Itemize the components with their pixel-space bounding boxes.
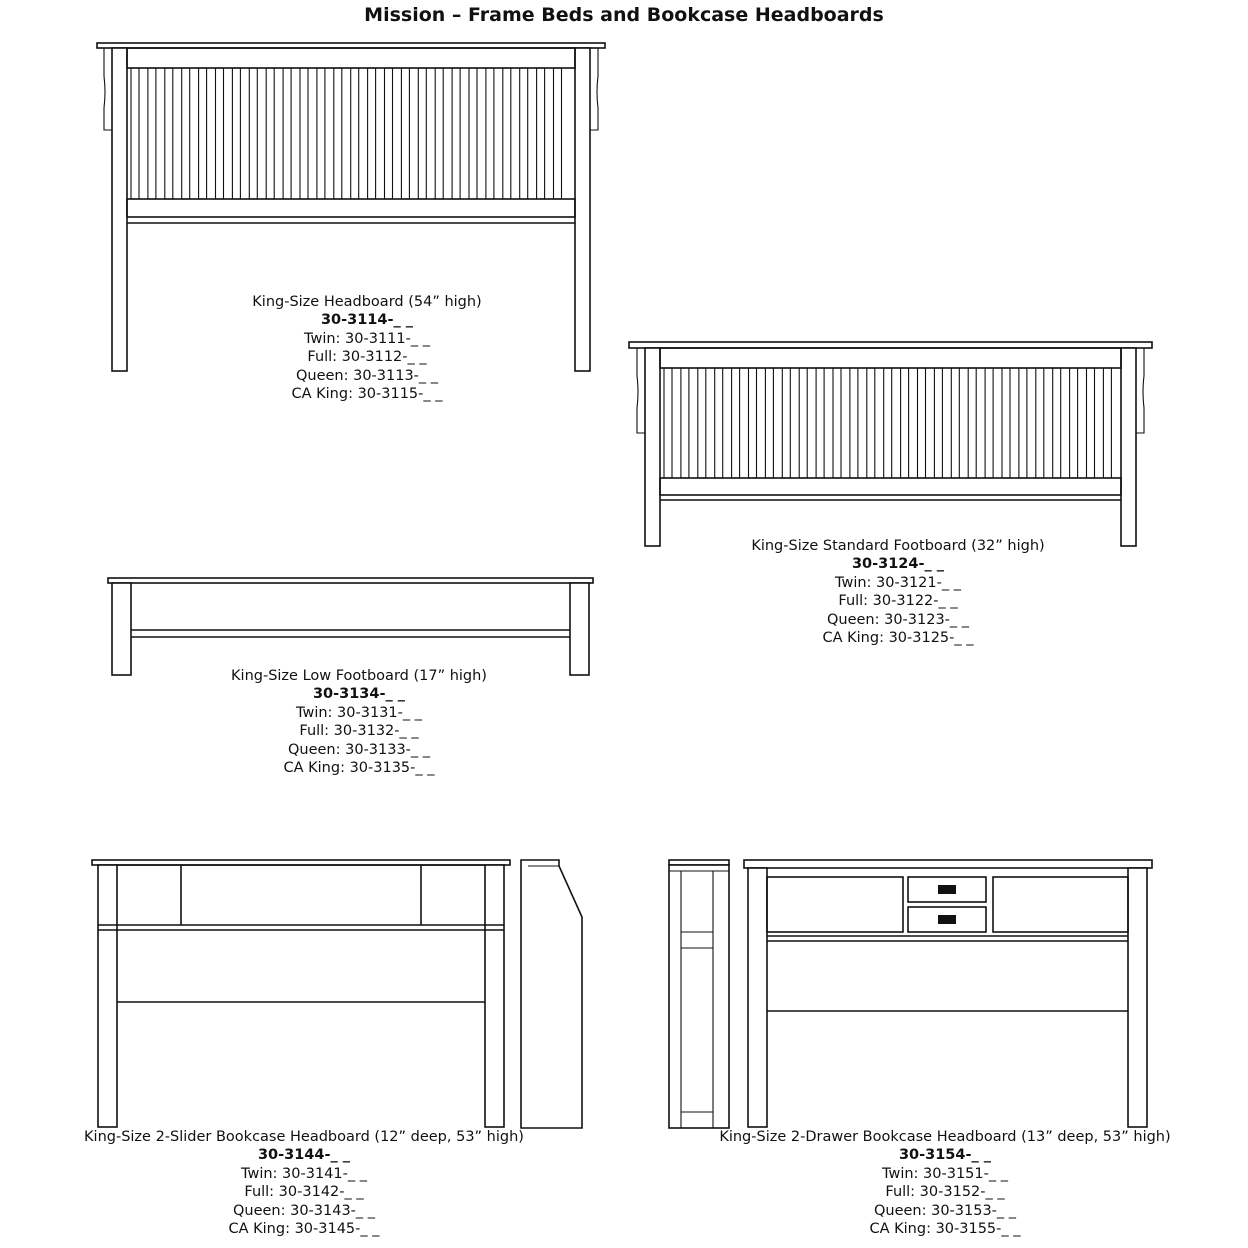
slat [1087, 368, 1095, 478]
slat [951, 368, 959, 478]
slat [368, 68, 376, 199]
slat [833, 368, 841, 478]
twin-number: Twin: 30-3131-_ _ [296, 704, 422, 721]
slat [901, 368, 909, 478]
slat [664, 368, 672, 478]
slat [782, 368, 790, 478]
standard-footboard-drawing [629, 342, 1152, 546]
item-name: King-Size Low Footboard (17” high) [231, 668, 487, 684]
slat [232, 68, 240, 199]
low-footboard-caption [209, 667, 509, 777]
queen-number: Queen: 30-3123-_ _ [826, 611, 970, 628]
slat [1002, 368, 1010, 478]
slat [148, 68, 156, 199]
drawer-bookcase-side-drawing [669, 860, 729, 1128]
slat [681, 368, 689, 478]
slat [182, 68, 190, 199]
item-name: King-Size 2-Drawer Bookcase Headboard (13” deep, 53” high) [719, 1129, 1171, 1145]
slat [1070, 368, 1078, 478]
slat [199, 68, 207, 199]
queen-number: Queen: 30-3113-_ _ [295, 367, 439, 384]
queen-number: Queen: 30-3143-_ _ [232, 1202, 376, 1219]
slat [300, 68, 308, 199]
full-number: Full: 30-3142-_ _ [244, 1184, 364, 1201]
slat [867, 368, 875, 478]
low-footboard-drawing [108, 578, 593, 675]
standard-footboard-caption [728, 537, 1068, 647]
ca-king-number: CA King: 30-3155-_ _ [869, 1221, 1021, 1238]
slat [934, 368, 942, 478]
slat [816, 368, 824, 478]
slat [715, 368, 723, 478]
slat [249, 68, 257, 199]
slat [537, 68, 545, 199]
slat [351, 68, 359, 199]
item-name: King-Size Headboard (54” high) [252, 294, 482, 310]
model-number: 30-3114-_ _ [320, 312, 414, 329]
slat [732, 368, 740, 478]
full-number: Full: 30-3152-_ _ [885, 1184, 1005, 1201]
queen-number: Queen: 30-3133-_ _ [287, 741, 431, 758]
slat [503, 68, 511, 199]
ca-king-number: CA King: 30-3135-_ _ [283, 760, 435, 777]
full-number: Full: 30-3122-_ _ [838, 593, 958, 610]
ca-king-number: CA King: 30-3115-_ _ [291, 386, 443, 403]
slider-bookcase-front-drawing [92, 860, 510, 1127]
slat [698, 368, 706, 478]
drawer-bookcase-caption [715, 1128, 1175, 1238]
slat [165, 68, 173, 199]
twin-number: Twin: 30-3111-_ _ [304, 330, 430, 347]
model-number: 30-3124-_ _ [851, 556, 945, 573]
slat [418, 68, 426, 199]
twin-number: Twin: 30-3121-_ _ [835, 574, 961, 591]
slat [401, 68, 409, 199]
slat [131, 68, 139, 199]
twin-number: Twin: 30-3141-_ _ [241, 1165, 367, 1182]
ca-king-number: CA King: 30-3125-_ _ [822, 630, 974, 647]
slat [1103, 368, 1111, 478]
item-name: King-Size Standard Footboard (32” high) [751, 538, 1045, 554]
headboard-caption [217, 293, 517, 403]
ca-king-number: CA King: 30-3145-_ _ [228, 1221, 380, 1238]
full-number: Full: 30-3132-_ _ [299, 723, 419, 740]
queen-number: Queen: 30-3153-_ _ [873, 1202, 1017, 1219]
slat [765, 368, 773, 478]
slat [1036, 368, 1044, 478]
slat [469, 68, 477, 199]
slat [317, 68, 325, 199]
model-number: 30-3154-_ _ [898, 1147, 992, 1164]
slat [452, 68, 460, 199]
slat [884, 368, 892, 478]
slat [266, 68, 274, 199]
twin-number: Twin: 30-3151-_ _ [882, 1165, 1008, 1182]
slat [1019, 368, 1027, 478]
slider-bookcase-side-drawing [521, 860, 582, 1128]
slider-bookcase-caption [74, 1128, 534, 1238]
drawer-bookcase-front-drawing [744, 860, 1152, 1127]
full-number: Full: 30-3112-_ _ [307, 349, 427, 366]
model-number: 30-3134-_ _ [312, 686, 406, 703]
slat [520, 68, 528, 199]
slat [334, 68, 342, 199]
slat [1053, 368, 1061, 478]
slat [799, 368, 807, 478]
slat [486, 68, 494, 199]
slat [918, 368, 926, 478]
slat [385, 68, 393, 199]
slat [435, 68, 443, 199]
slat [749, 368, 757, 478]
slat [968, 368, 976, 478]
slat [216, 68, 224, 199]
model-number: 30-3144-_ _ [257, 1147, 351, 1164]
slat [554, 68, 562, 199]
slat [850, 368, 858, 478]
item-name: King-Size 2-Slider Bookcase Headboard (12” deep, 53” high) [84, 1129, 524, 1145]
slat [283, 68, 291, 199]
page-title: Mission – Frame Beds and Bookcase Headboards [364, 4, 884, 26]
slat [985, 368, 993, 478]
